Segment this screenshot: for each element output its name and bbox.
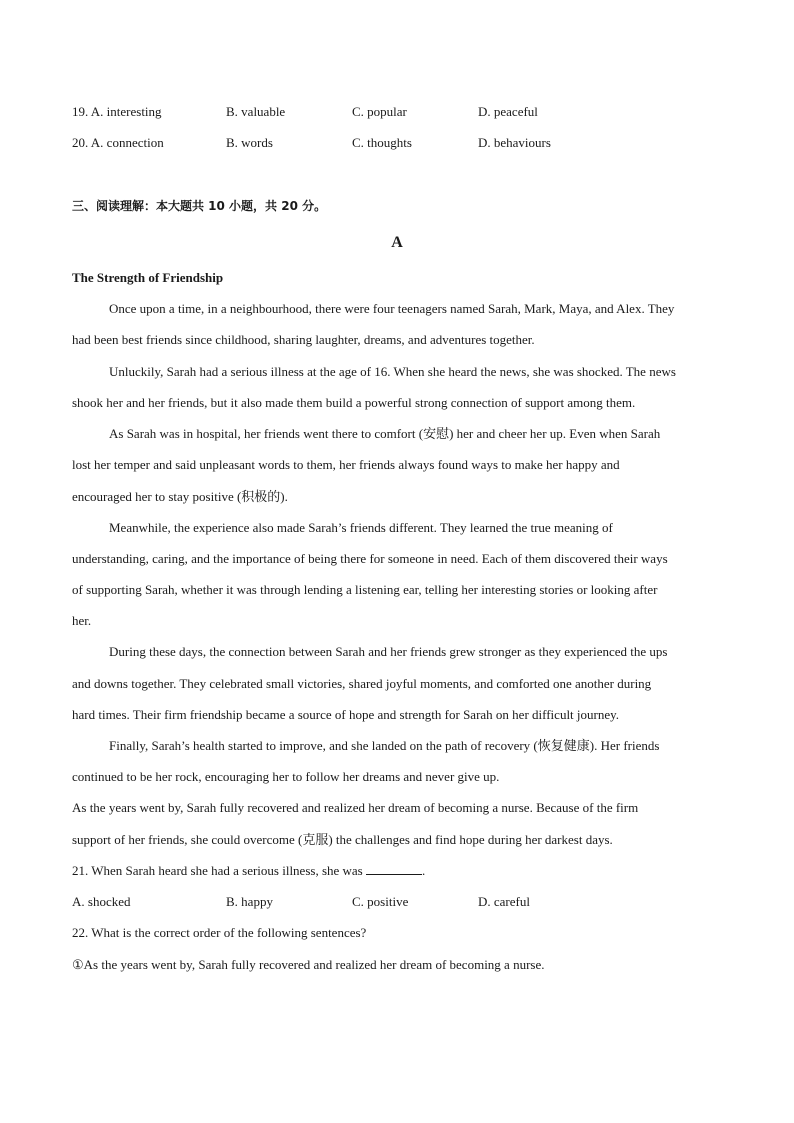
passage-line: Unluckily, Sarah had a serious illness at the age of 16. When she heard the news, she was shocked. The news — [109, 364, 676, 379]
q20-option-c: C. thoughts — [352, 135, 412, 150]
q19-option-c: C. popular — [352, 104, 407, 119]
question-20-options — [72, 133, 732, 153]
passage-line: shook her and her friends, but it also made them build a powerful strong connection of support among them. — [72, 395, 636, 410]
passage-line: lost her temper and said unpleasant words to them, her friends always found ways to make her happy and — [72, 457, 620, 472]
q19-option-a: 19. A. interesting — [72, 104, 162, 119]
passage-line: As the years went by, Sarah fully recovered and realized her dream of becoming a nurse. Because of the firm — [72, 800, 639, 815]
passage-line: continued to be her rock, encouraging her to follow her dreams and never give up. — [72, 769, 500, 784]
q21-stem-end: . — [422, 863, 426, 878]
passage-line: During these days, the connection between Sarah and her friends grew stronger as they experienced the ups — [109, 644, 668, 659]
q21-option-d: D. careful — [478, 894, 530, 909]
q21-stem-text: 21. When Sarah heard she had a serious illness, she was — [72, 863, 363, 878]
passage-title: The Strength of Friendship — [72, 270, 224, 285]
q20-option-a: 20. A. connection — [72, 135, 164, 150]
question-19-options — [72, 102, 732, 122]
passage-line: Once upon a time, in a neighbourhood, there were four teenagers named Sarah, Mark, Maya, and Alex. They — [109, 301, 675, 316]
passage-line: Meanwhile, the experience also made Sarah’s friends different. They learned the true meaning of — [109, 520, 613, 535]
section-heading: 三、阅读理解：本大题共 10 小题，共 20 分。 — [72, 199, 327, 213]
q20-option-b: B. words — [226, 135, 273, 150]
q20-option-d: D. behaviours — [478, 135, 551, 150]
passage-line: encouraged her to stay positive (积极的). — [72, 489, 288, 504]
answer-blank — [366, 862, 422, 875]
passage-letter: A — [391, 234, 403, 251]
q19-option-d: D. peaceful — [478, 104, 538, 119]
q21-option-c: C. positive — [352, 894, 409, 909]
passage-line: understanding, caring, and the importance of being there for someone in need. Each of them discovered their ways — [72, 551, 668, 566]
passage-line: of supporting Sarah, whether it was through lending a listening ear, telling her interesting stories or looking after — [72, 582, 658, 597]
q21-option-b: B. happy — [226, 894, 273, 909]
question-22-stem: 22. What is the correct order of the following sentences? — [72, 925, 367, 940]
passage-line: hard times. Their firm friendship became a source of hope and strength for Sarah on her difficult journey. — [72, 707, 620, 722]
question-21-stem — [72, 861, 732, 881]
passage-line: and downs together. They celebrated small victories, shared joyful moments, and comforted one another during — [72, 676, 652, 691]
question-21-options — [72, 892, 732, 912]
passage-line: Finally, Sarah’s health started to improve, and she landed on the path of recovery (恢复健康). Her friends — [109, 738, 660, 753]
passage-line: support of her friends, she could overcome (克服) the challenges and find hope during her darkest days. — [72, 832, 613, 847]
q21-option-a: A. shocked — [72, 894, 131, 909]
passage-line: As Sarah was in hospital, her friends went there to comfort (安慰) her and cheer her up. Even when Sarah — [109, 426, 661, 441]
passage-line: her. — [72, 613, 92, 628]
passage-line: had been best friends since childhood, sharing laughter, dreams, and adventures together. — [72, 332, 535, 347]
question-22-item-1: ①As the years went by, Sarah fully recovered and realized her dream of becoming a nurse. — [72, 957, 545, 972]
q19-option-b: B. valuable — [226, 104, 286, 119]
